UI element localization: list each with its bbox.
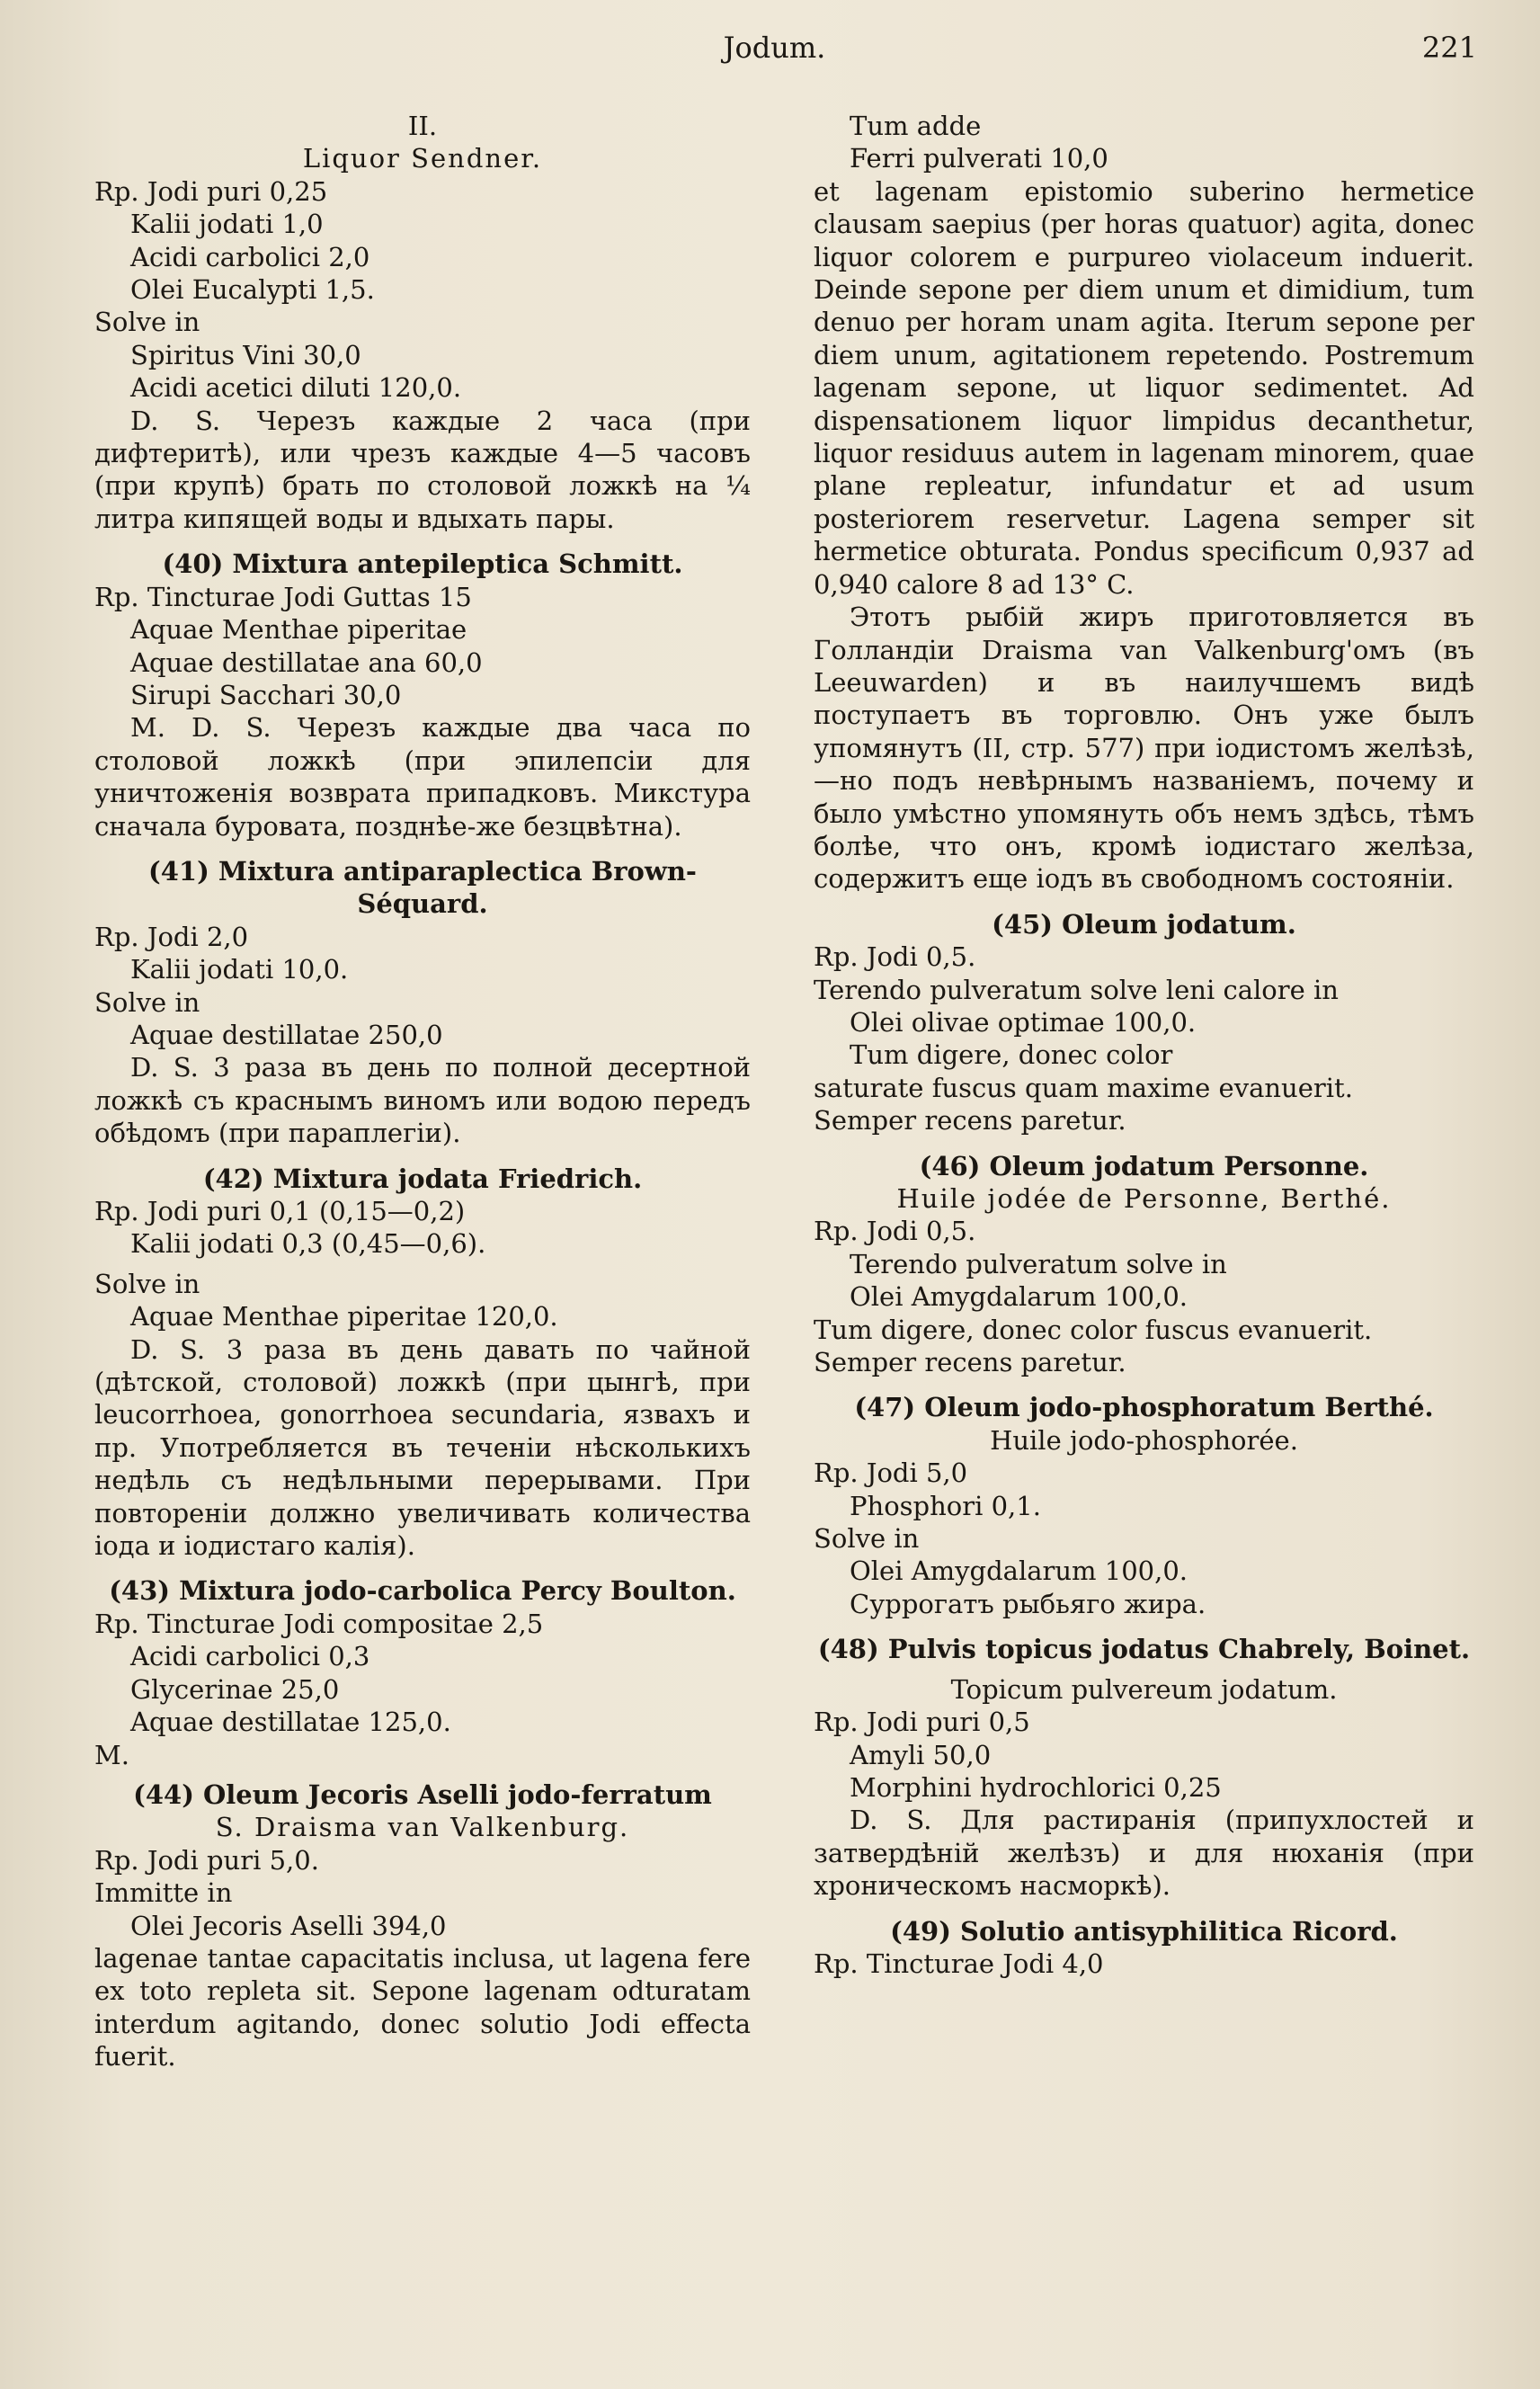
text-line: Kalii jodati 0,3 (0,45—0,6). bbox=[130, 1228, 486, 1260]
text-line: Acidi carbolici 2,0 bbox=[130, 241, 370, 272]
text-line: Terendo pulveratum solve leni calore in bbox=[814, 974, 1339, 1005]
spacer bbox=[814, 896, 1474, 908]
text-line: M. bbox=[94, 1739, 129, 1770]
text-line: Morphini hydrochlorici 0,25 bbox=[850, 1771, 1222, 1803]
spacer bbox=[94, 1771, 751, 1778]
spacer bbox=[94, 535, 751, 548]
recipe-heading: (40) Mixtura antepileptica Schmitt. bbox=[162, 548, 683, 580]
spacer bbox=[94, 842, 751, 855]
text-line: Этотъ рыбій жиръ приготовляется въ Голландіи Draisma van Valkenburg'омъ (въ Leeuwarden) и въ наилучшемъ видѣ поступаетъ въ торговлю. Онъ уже былъ упомянутъ (II, стр. 577) при іодистомъ желѣзѣ,—но подъ невѣрнымъ названіемъ, почему и было умѣстно упомянуть объ немъ здѣсь, тѣмъ болѣе, что онъ, кромѣ іодистаго желѣза, содержитъ еще іодъ въ свободномъ состояніи. bbox=[814, 602, 1474, 895]
text-line: lagenae tantae capacitatis inclusa, ut lagena fere ex toto repleta sit. Sepone lagenam odturatam interdum agitando, donec solutio Jodi effecta fuerit. bbox=[94, 1942, 751, 2073]
text-line: Kalii jodati 10,0. bbox=[130, 954, 349, 985]
text-line: Kalii jodati 1,0 bbox=[130, 209, 324, 240]
text-line: M. D. S. Черезъ каждые два часа по столовой ложкѣ (при эпилепсіи для уничтоженія возврата припадковъ. Микстура сначала буровата, позднѣе-же безцвѣтна). bbox=[94, 712, 751, 842]
spacer bbox=[814, 1666, 1474, 1673]
right-column bbox=[814, 110, 1474, 1980]
text-line: Acidi acetici diluti 120,0. bbox=[130, 372, 462, 404]
recipe-heading: (44) Oleum Jecoris Aselli jodo-ferratum bbox=[133, 1778, 712, 1810]
spacer bbox=[814, 1137, 1474, 1150]
text-line: Phosphori 0,1. bbox=[850, 1490, 1041, 1521]
text-line: Rp. Jodi 0,5. bbox=[814, 1216, 976, 1247]
text-line: Semper recens paretur. bbox=[814, 1105, 1126, 1137]
text-line: Ferri pulverati 10,0 bbox=[850, 143, 1108, 174]
spacer bbox=[94, 1261, 751, 1268]
text-line: Rp. Jodi 2,0 bbox=[94, 921, 249, 952]
text-line: saturate fuscus quam maxime evanuerit. bbox=[814, 1072, 1353, 1103]
text-line: Rp. Jodi puri 0,1 (0,15—0,2) bbox=[94, 1196, 466, 1226]
text-line: Sirupi Sacchari 30,0 bbox=[130, 679, 402, 710]
text-line: Terendo pulveratum solve in bbox=[850, 1248, 1227, 1279]
recipe-heading: (42) Mixtura jodata Friedrich. bbox=[202, 1163, 643, 1194]
text-line: D. S. Черезъ каждые 2 часа (при дифтеритѣ), или чрезъ каждые 4—5 часовъ (при крупѣ) брать по столовой ложкѣ на ¼ литра кипящей воды и вдыхать пары. bbox=[94, 405, 751, 534]
text-line: Tum digere, donec color bbox=[850, 1039, 1173, 1071]
text-line: Rp. Jodi 0,5. bbox=[814, 941, 976, 973]
text-line: Immitte in bbox=[94, 1877, 233, 1909]
text-line: Olei olivae optimae 100,0. bbox=[850, 1006, 1197, 1038]
text-line: Semper recens paretur. bbox=[814, 1347, 1126, 1378]
running-title: Jodum. bbox=[723, 31, 826, 65]
text-line: Rp. Jodi 5,0 bbox=[814, 1457, 968, 1489]
text-line: Rp. Tincturae Jodi compositae 2,5 bbox=[94, 1608, 544, 1639]
text-line: Rp. Jodi puri 0,5 bbox=[814, 1707, 1030, 1738]
text-line: D. S. 3 раза въ день давать по чайной (дѣтской, столовой) ложкѣ (при цынгѣ, при leucorrhoea, gonorrhoea secundaria, язвахъ и пр. Употребляется въ теченіи нѣсколькихъ недѣль съ недѣльными перерывами. При повтореніи должно увеличивать количества іода и іодистаго калія). bbox=[94, 1333, 751, 1562]
text-line: Aquae destillatae 250,0 bbox=[130, 1019, 443, 1050]
text-line: II. bbox=[407, 111, 438, 141]
text-line: Aquae Menthae piperitae 120,0. bbox=[130, 1301, 558, 1333]
recipe-heading: (45) Oleum jodatum. bbox=[992, 908, 1296, 940]
recipe-heading: (43) Mixtura jodo-carbolica Percy Boulton. bbox=[109, 1575, 736, 1607]
text-line: Huile jodo-phosphorée. bbox=[990, 1424, 1298, 1456]
text-line: Aquae destillatae 125,0. bbox=[130, 1707, 451, 1738]
text-line: Spiritus Vini 30,0 bbox=[130, 339, 361, 370]
text-line: Rp. Jodi puri 5,0. bbox=[94, 1844, 319, 1876]
text-line: Rp. Tincturae Jodi Guttas 15 bbox=[94, 581, 472, 612]
text-line: Acidi carbolici 0,3 bbox=[130, 1641, 370, 1672]
spacer bbox=[94, 1562, 751, 1574]
text-line: Rp. Jodi puri 0,25 bbox=[94, 175, 328, 207]
text-line: D. S. Для растиранія (припухлостей и затвердѣній желѣзъ) и для нюханія (при хроническомъ насморкѣ). bbox=[814, 1805, 1474, 1902]
recipe-heading: (48) Pulvis topicus jodatus Chabrely, Boinet. bbox=[817, 1634, 1471, 1665]
left-column bbox=[94, 110, 751, 2073]
text-line: Solve in bbox=[94, 986, 200, 1018]
text-line: Tum adde bbox=[850, 111, 982, 141]
text-line: Rp. Tincturae Jodi 4,0 bbox=[814, 1948, 1104, 1979]
text-line: D. S. 3 раза въ день по полной десертной ложкѣ съ краснымъ виномъ или водою передъ обѣдомъ (при параплегіи). bbox=[94, 1052, 751, 1149]
text-line: et lagenam epistomio suberino hermetice clausam saepius (per horas quatuor) agita, donec liquor colorem e purpureo violaceum induerit. Deinde sepone per diem unum et dimidium, tum denuo per horam unam agita. Iterum sepone per diem unum, agitationem repetendo. Postremum lagenam sepone, ut liquor sedimentet. Ad dispensationem liquor limpidus decanthetur, liquor residuus autem in lagenam minorem, quae plane repleatur, infundatur et ad usum posteriorem reservetur. Lagena semper sit hermetice obturata. Pondus specificum 0,937 ad 0,940 calore 8 ad 13° C. bbox=[814, 175, 1474, 600]
spacer bbox=[814, 1903, 1474, 1915]
recipe-heading: (49) Solutio antisyphilitica Ricord. bbox=[890, 1915, 1398, 1947]
recipe-heading: (41) Mixtura antiparaplectica Brown-Séquard. bbox=[148, 855, 697, 920]
spacer bbox=[814, 1620, 1474, 1633]
text-line: Aquae Menthae piperitae bbox=[130, 614, 467, 646]
text-line: Olei Amygdalarum 100,0. bbox=[850, 1556, 1188, 1587]
spacer bbox=[814, 1378, 1474, 1391]
text-line: Olei Eucalypti 1,5. bbox=[130, 274, 375, 306]
text-line: Solve in bbox=[814, 1523, 920, 1555]
text-line: Solve in bbox=[94, 1268, 200, 1299]
spacer bbox=[94, 1150, 751, 1163]
text-line: Huile jodée de Personne, Berthé. bbox=[896, 1183, 1392, 1214]
text-line: Olei Amygdalarum 100,0. bbox=[850, 1281, 1188, 1313]
running-head bbox=[72, 31, 1477, 70]
text-line: Amyli 50,0 bbox=[850, 1739, 992, 1770]
recipe-heading: (46) Oleum jodatum Personne. bbox=[919, 1150, 1369, 1181]
text-line: Solve in bbox=[94, 307, 200, 338]
text-line: Glycerinae 25,0 bbox=[130, 1673, 340, 1705]
text-line: Olei Jecoris Aselli 394,0 bbox=[130, 1910, 447, 1941]
recipe-heading: (47) Oleum jodo-phosphoratum Berthé. bbox=[854, 1392, 1434, 1423]
text-line: Topicum pulvereum jodatum. bbox=[950, 1673, 1338, 1705]
text-line: Суррогатъ рыбьяго жира. bbox=[850, 1588, 1206, 1619]
text-line: S. Draisma van Valkenburg. bbox=[215, 1812, 630, 1843]
text-line: Aquae destillatae ana 60,0 bbox=[130, 646, 483, 678]
text-line: Liquor Sendner. bbox=[302, 143, 543, 174]
page-number: 221 bbox=[1421, 31, 1477, 65]
text-line: Tum digere, donec color fuscus evanuerit. bbox=[814, 1314, 1373, 1345]
